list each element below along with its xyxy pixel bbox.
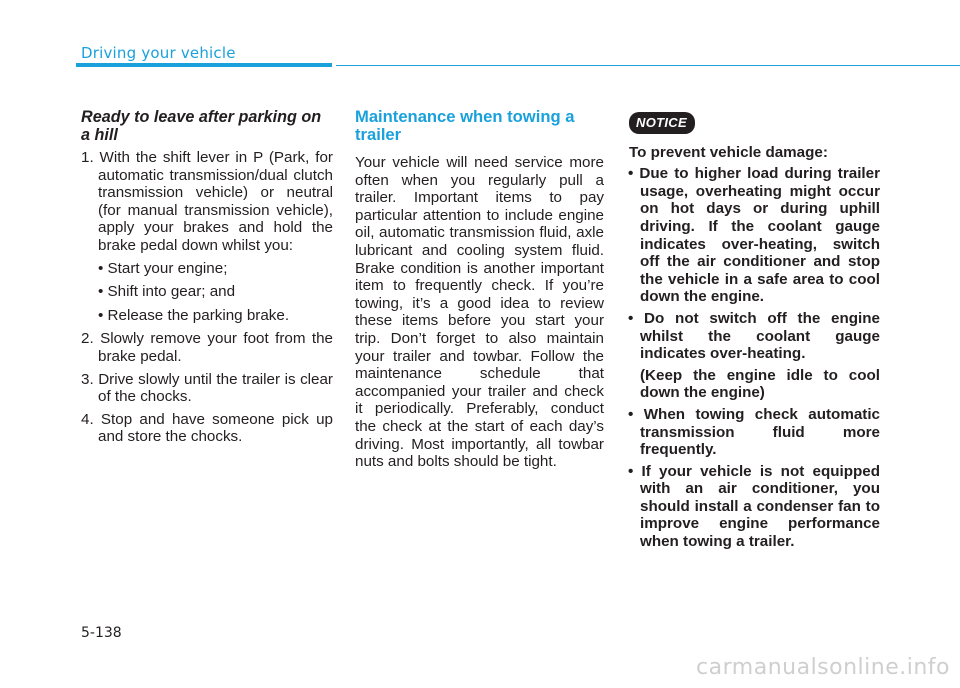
watermark: carmanualsonline.info (696, 655, 950, 680)
header-rule-thin (336, 65, 960, 66)
step-2: 2. Slowly remove your foot from the brake pedal. (81, 330, 333, 365)
notice-badge: NOTICE (629, 112, 695, 134)
notice-item: • If your vehicle is not equipped with an air conditioner, you should install a condenser fan to improve engine performance when towing a trailer. (628, 462, 880, 551)
step-3: 3. Drive slowly until the trailer is clear of the chocks. (81, 370, 333, 406)
step-1-bullets (81, 260, 333, 325)
section-title: Driving your vehicle (81, 44, 236, 62)
column-right (612, 112, 880, 555)
notice-item: • Do not switch off the engine whilst the coolant gauge indicates over-heating. (628, 309, 880, 363)
sub-bullet: • Start your engine; (98, 259, 228, 277)
header-rule-thick (76, 63, 332, 67)
hill-start-heading: Ready to leave after parking on a hill (81, 108, 322, 144)
notice-list-cont (612, 406, 880, 551)
notice-item: • Due to higher load during trailer usage, overheating might occur on hot days or during uphill driving. If the coolant gauge indicates over-heating, switch off the air conditioner and stop the vehicle in a safe area to cool down the engine. (628, 165, 880, 306)
step-1: 1. With the shift lever in P (Park, for automatic transmission/dual clutch transmission vehicle) or neutral (for manual transmission vehicle), apply your brakes and hold the brake pedal down whilst you: (81, 149, 333, 254)
notice-item: • When towing check automatic transmission fluid more frequently. (628, 405, 880, 459)
column-middle (355, 108, 604, 471)
notice-list (612, 165, 880, 363)
column-left (81, 108, 333, 451)
sub-bullet: • Shift into gear; and (98, 283, 236, 301)
maintenance-body: Your vehicle will need service more often when you regularly pull a trailer. Important items to pay particular attention to include engine oil, automatic transmission fluid, axle lubricant and cooling system fluid. Brake condition is another important item to frequently check. If you’re towing, it’s a good idea to review these items before you start your trip. Don’t forget to also maintain your trailer and towbar. Follow the maintenance schedule that accompanied your trailer and check it periodically. Preferably, conduct the check at the start of each day’s driving. Most importantly, all towbar nuts and bolts should be tight. (355, 154, 604, 471)
notice-lead: To prevent vehicle damage: (629, 143, 828, 161)
page-number: 5-138 (81, 625, 122, 641)
sub-bullet: • Release the parking brake. (98, 306, 290, 324)
notice-extra: (Keep the engine idle to cool down the engine) (640, 366, 880, 402)
step-4: 4. Stop and have someone pick up and store the chocks. (81, 410, 333, 446)
maintenance-heading: Maintenance when towing a trailer (355, 107, 575, 144)
